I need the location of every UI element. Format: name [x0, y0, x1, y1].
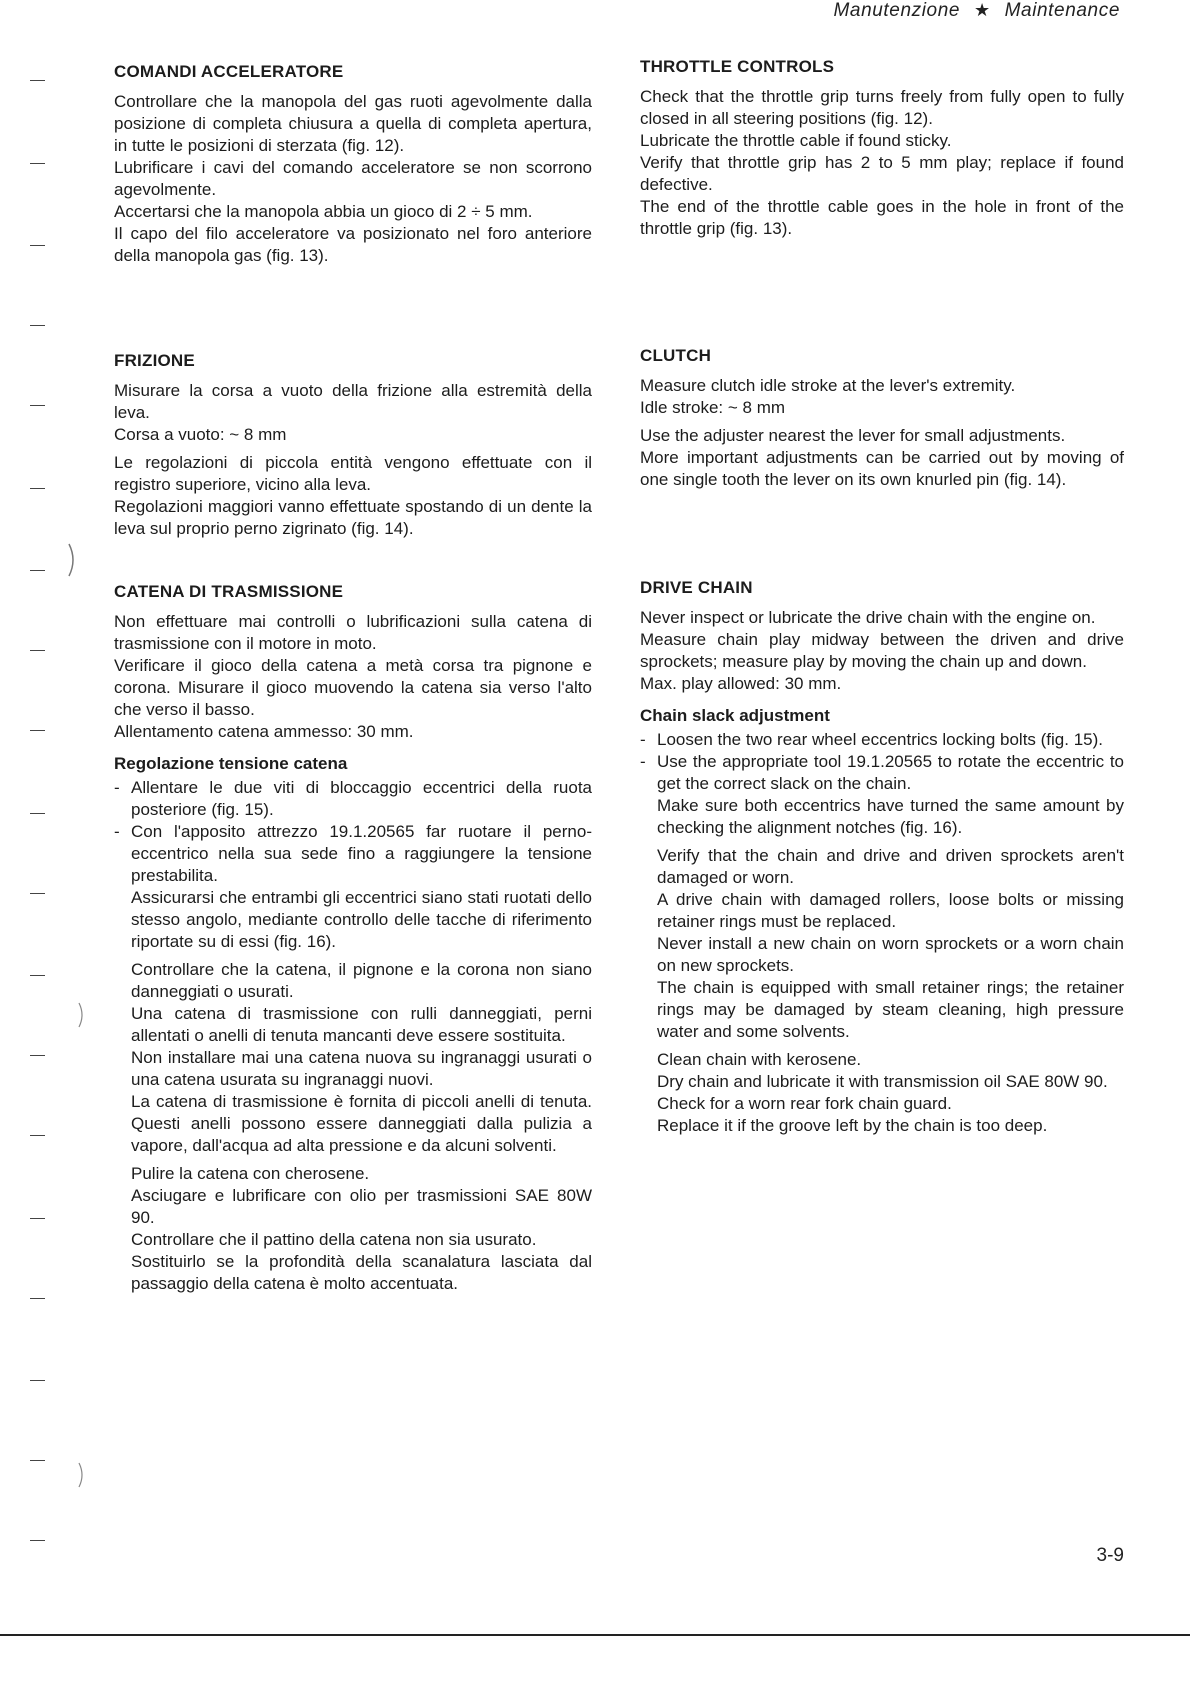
paragraph: Pulire la catena con cherosene. — [131, 1164, 370, 1183]
margin-tick — [30, 1460, 45, 1461]
paragraph: Misurare la corsa a vuoto della frizione alla estremità della leva. — [114, 381, 592, 422]
margin-tick — [30, 405, 45, 406]
paragraph: More important adjustments can be carried out by moving of one single tooth the lever on its own knurled pin (fig. 14). — [640, 448, 1124, 489]
paragraph: Sostituirlo se la profondità della scanalatura lasciata dal passaggio della catena è molto accentuata. — [131, 1252, 592, 1293]
section-title: FRIZIONE — [114, 351, 195, 370]
paragraph: Controllare che il pattino della catena non sia usurato. — [131, 1230, 537, 1249]
italian-chain-section — [114, 581, 592, 1295]
paragraph: Asciugare e lubrificare con olio per trasmissioni SAE 80W 90. — [131, 1186, 592, 1227]
header-english-title: Maintenance — [1004, 0, 1120, 21]
paragraph: Non effettuare mai controlli o lubrificazioni sulla catena di trasmissione con il motore in moto. — [114, 612, 592, 653]
italian-throttle-section — [114, 61, 592, 267]
section-title: THROTTLE CONTROLS — [640, 57, 835, 76]
margin-tick — [30, 245, 45, 246]
paragraph: Check for a worn rear fork chain guard. — [657, 1094, 952, 1113]
paragraph: Never inspect or lubricate the drive chain with the engine on. — [640, 608, 1096, 627]
paragraph: The chain is equipped with small retainer rings; the retainer rings may be damaged by steam cleaning, high pressure water and some solvents. — [657, 978, 1124, 1041]
margin-tick — [30, 1135, 45, 1136]
section-title: COMANDI ACCELERATORE — [114, 62, 344, 81]
margin-tick — [30, 893, 45, 894]
subsection-title: Chain slack adjustment — [640, 706, 830, 725]
margin-tick — [30, 163, 45, 164]
paragraph: Il capo del filo acceleratore va posizionato nel foro anteriore della manopola gas (fig. 13). — [114, 224, 592, 265]
section-title: DRIVE CHAIN — [640, 578, 753, 597]
english-chain-section — [640, 577, 1124, 1137]
binding-mark-icon — [76, 1000, 90, 1030]
margin-tick — [30, 975, 45, 976]
margin-tick — [30, 1380, 45, 1381]
margin-tick — [30, 1298, 45, 1299]
margin-tick — [30, 1055, 45, 1056]
paragraph: Make sure both eccentrics have turned the same amount by checking the alignment notches (fig. 16). — [657, 796, 1124, 837]
binding-mark-icon — [66, 540, 80, 580]
paragraph: Controllare che la catena, il pignone e la corona non siano danneggiati o usurati. — [131, 960, 592, 1001]
subsection-title: Regolazione tensione catena — [114, 754, 348, 773]
margin-tick — [30, 1218, 45, 1219]
paragraph: Dry chain and lubricate it with transmission oil SAE 80W 90. — [657, 1072, 1108, 1091]
paragraph: Lubricate the throttle cable if found sticky. — [640, 131, 952, 150]
paragraph: A drive chain with damaged rollers, loose bolts or missing retainer rings must be replaced. — [657, 890, 1124, 931]
paragraph: Allentamento catena ammesso: 30 mm. — [114, 722, 414, 741]
section-title: CLUTCH — [640, 346, 712, 365]
list-item: - Use the appropriate tool 19.1.20565 to rotate the eccentric to get the correct slack on the chain. — [640, 752, 1124, 793]
paragraph: Lubrificare i cavi del comando acceleratore se non scorrono agevolmente. — [114, 158, 592, 199]
paragraph: La catena di trasmissione è fornita di piccoli anelli di tenuta. Questi anelli possono essere danneggiati dalla pulizia a vapore, dall'acqua ad alta pressione e da alcuni solventi. — [131, 1092, 592, 1155]
binding-mark-icon — [76, 1460, 90, 1490]
header-star-separator: ★ — [973, 0, 991, 20]
list-item: - Con l'apposito attrezzo 19.1.20565 far ruotare il perno-eccentrico nella sua sede fino a raggiungere la tensione prestabilita. — [114, 822, 592, 885]
paragraph: Replace it if the groove left by the chain is too deep. — [657, 1116, 1048, 1135]
list-item: - Allentare le due viti di bloccaggio eccentrici della ruota posteriore (fig. 15). — [114, 778, 592, 819]
paragraph: The end of the throttle cable goes in the hole in front of the throttle grip (fig. 13). — [640, 197, 1124, 238]
paragraph: Una catena di trasmissione con rulli danneggiati, perni allentati o anelli di tenuta mancanti deve essere sostituita. — [131, 1004, 592, 1045]
english-column — [640, 0, 1124, 1400]
paragraph: Non installare mai una catena nuova su ingranaggi usurati o una catena usurata su ingranaggi nuovi. — [131, 1048, 592, 1089]
margin-tick — [30, 325, 45, 326]
paragraph: Max. play allowed: 30 mm. — [640, 674, 842, 693]
paragraph: Idle stroke: ~ 8 mm — [640, 398, 786, 417]
english-clutch-section — [640, 345, 1124, 491]
page-number: 3-9 — [1096, 1545, 1124, 1566]
paragraph: Corsa a vuoto: ~ 8 mm — [114, 425, 287, 444]
paragraph: Le regolazioni di piccola entità vengono effettuate con il registro superiore, vicino alla leva. — [114, 453, 592, 494]
margin-tick — [30, 730, 45, 731]
margin-tick — [30, 813, 45, 814]
paragraph: Verify that the chain and drive and driven sprockets aren't damaged or worn. — [657, 846, 1124, 887]
paragraph: Check that the throttle grip turns freely from fully open to fully closed in all steering positions (fig. 12). — [640, 87, 1124, 128]
margin-tick — [30, 1540, 45, 1541]
paragraph: Regolazioni maggiori vanno effettuate spostando di un dente la leva sul proprio perno zigrinato (fig. 14). — [114, 497, 592, 538]
paragraph: Verificare il gioco della catena a metà corsa tra pignone e corona. Misurare il gioco muovendo la catena sia verso l'alto che verso il basso. — [114, 656, 592, 719]
paragraph: Clean chain with kerosene. — [657, 1050, 862, 1069]
margin-tick — [30, 80, 45, 81]
list-item: - Loosen the two rear wheel eccentrics locking bolts (fig. 15). — [640, 730, 1104, 749]
italian-clutch-section — [114, 350, 592, 540]
paragraph: Controllare che la manopola del gas ruoti agevolmente dalla posizione di completa chiusura a quella di completa apertura, in tutte le posizioni di sterzata (fig. 12). — [114, 92, 592, 155]
paragraph: Accertarsi che la manopola abbia un gioco di 2 ÷ 5 mm. — [114, 202, 533, 221]
paragraph: Measure clutch idle stroke at the lever's extremity. — [640, 376, 1016, 395]
margin-tick — [30, 488, 45, 489]
paragraph: Measure chain play midway between the driven and drive sprockets; measure play by moving the chain up and down. — [640, 630, 1124, 671]
paragraph: Never install a new chain on worn sprockets or a worn chain on new sprockets. — [657, 934, 1124, 975]
header-italian-title: Manutenzione — [833, 0, 961, 21]
paragraph: Use the adjuster nearest the lever for small adjustments. — [640, 426, 1066, 445]
italian-column — [114, 0, 592, 1400]
paragraph: Verify that throttle grip has 2 to 5 mm play; replace if found defective. — [640, 153, 1124, 194]
bottom-rule — [0, 1634, 1190, 1636]
english-throttle-section — [640, 56, 1124, 240]
margin-tick — [30, 650, 45, 651]
section-title: CATENA DI TRASMISSIONE — [114, 582, 344, 601]
margin-tick — [30, 570, 45, 571]
paragraph: Assicurarsi che entrambi gli eccentrici siano stati ruotati dello stesso angolo, mediante controllo delle tacche di riferimento riportate su di essi (fig. 16). — [131, 888, 592, 951]
